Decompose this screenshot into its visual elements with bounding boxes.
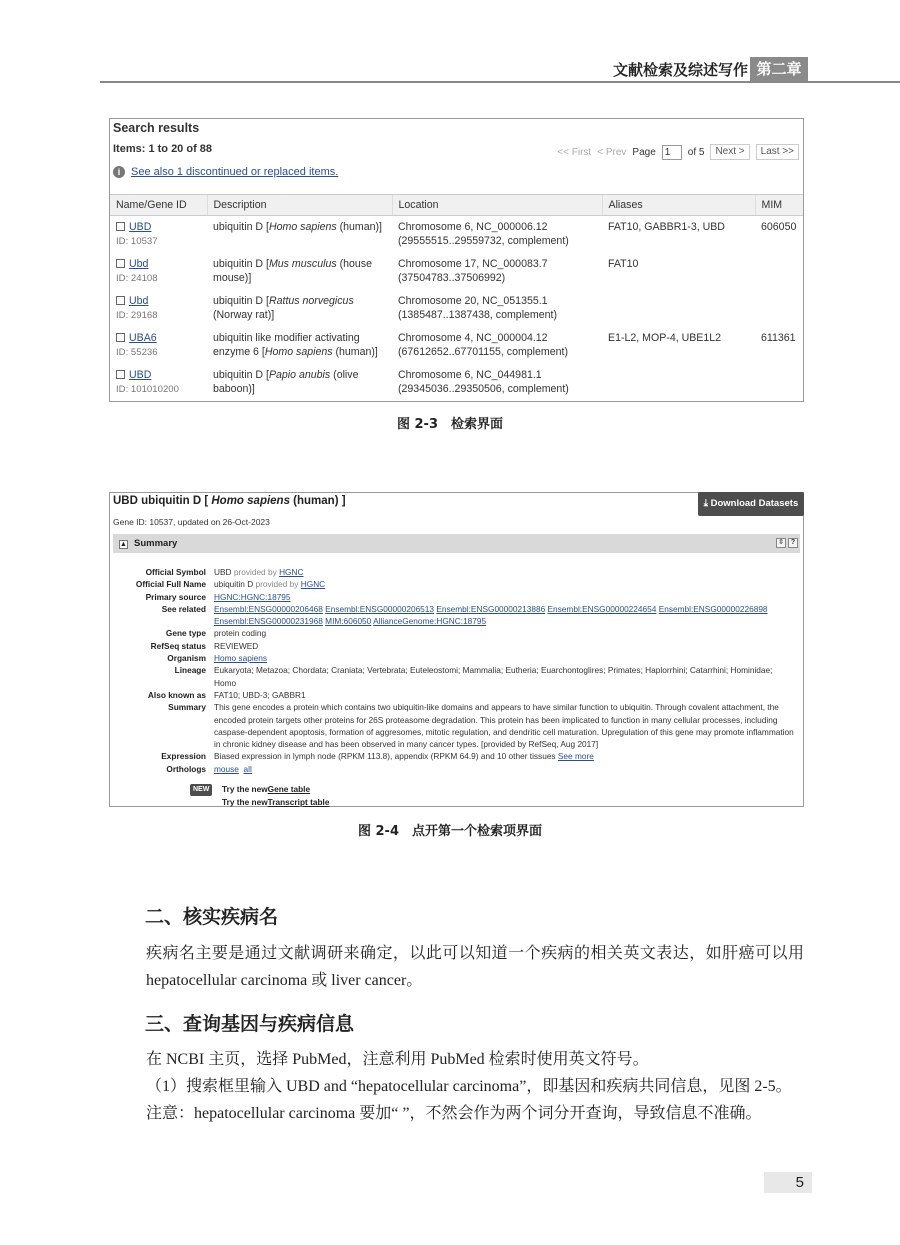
summary-row: Lineage Eukaryota; Metazoa; Chordata; Craniata; Vertebrata; Euteleostomi; Mammalia; Eutheria; Euarchontoglires; Primates; Haplorrhini; Catarrhini; Hominidae; Homo <box>174 665 773 688</box>
gene-id: ID: 10537 <box>116 236 158 247</box>
summary-row: Primary source HGNC:HGNC:18795 <box>145 591 291 602</box>
hgnc-link[interactable]: HGNC <box>279 567 304 577</box>
table-row <box>110 290 803 327</box>
paragraph: 疾病名主要是通过文献调研来确定，以此可以知道一个疾病的相关英文表达，如肝癌可以用 hepatocellular carcinoma 或 liver cancer。 <box>146 945 804 989</box>
related-link[interactable]: Ensembl:ENSG00000206513 <box>325 603 435 614</box>
section-heading-2: 二、核实疾病名 <box>145 906 279 928</box>
pager-of-text: of 5 <box>687 146 705 158</box>
table-row <box>110 364 803 401</box>
download-icon: ⤓ <box>703 498 711 509</box>
location-cell: Chromosome 6, NC_044981.1 (29345036..29350506, complement) <box>398 368 569 395</box>
aliases-cell: FAT10, GABBR1-3, UBD <box>608 221 725 233</box>
orthologs-mouse-link[interactable]: mouse <box>214 763 239 774</box>
pager-next-button[interactable]: Next > <box>710 144 749 160</box>
related-link[interactable]: Ensembl:ENSG00000213886 <box>436 603 546 614</box>
pager-page-label: Page <box>632 146 656 158</box>
col-header-name[interactable]: Name/Gene ID <box>110 195 207 216</box>
see-more-link[interactable]: See more <box>557 751 594 762</box>
aliases-cell <box>602 290 755 327</box>
see-also-notice <box>113 166 338 178</box>
table-row <box>110 253 803 290</box>
description-cell: ubiquitin like modifier activating enzyme 6 [Homo sapiens (human)] <box>213 331 378 358</box>
summary-row: RefSeq status REVIEWED <box>150 640 259 651</box>
summary-row: Gene type protein coding <box>165 628 267 639</box>
new-badge: NEW <box>190 784 212 796</box>
organism-link[interactable]: Homo sapiens <box>214 653 268 664</box>
pager-first[interactable]: << First <box>557 146 592 158</box>
row-checkbox[interactable] <box>116 370 125 379</box>
figure-caption-2-3: 图 2-3 检索界面 <box>396 417 503 432</box>
description-cell: ubiquitin D [Papio anubis (olive baboon)] <box>213 368 359 395</box>
related-link[interactable]: Ensembl:ENSG00000231968 <box>214 616 323 627</box>
col-header-mim[interactable]: MIM <box>755 195 803 216</box>
gene-id: ID: 55236 <box>116 346 158 358</box>
related-link[interactable]: AllianceGenome:HGNC:18795 <box>373 616 487 627</box>
table-row <box>110 216 803 253</box>
location-cell: Chromosome 17, NC_000083.7 (37504783..37506992) <box>398 257 548 284</box>
row-checkbox[interactable] <box>116 222 125 231</box>
row-checkbox[interactable] <box>116 333 125 342</box>
gene-id: ID: 101010200 <box>116 383 179 395</box>
search-results-title: Search results <box>113 121 200 135</box>
gene-link[interactable]: Ubd <box>129 294 149 307</box>
summary-row: Official Symbol UBD provided by HGNC <box>145 567 304 577</box>
pager-last-button[interactable]: Last >> <box>756 144 799 160</box>
running-header-title: 文献检索及综述写作 <box>612 61 748 79</box>
gene-link[interactable]: UBA6 <box>129 331 157 344</box>
gene-meta: Gene ID: 10537, updated on 26-Oct-2023 <box>113 517 270 527</box>
summary-row: Summary This gene encodes a protein which contains two ubiquitin-like domains and appears to have similar function to ubiquitin. Through covalent attachment, the encoded protein targets other proteins for 26S proteasome degradation. This protein has been implicated to function in many cellular processes, including caspase-dependent apoptosis, formation of aggresomes, mitotic regulation, and dendritic cell maturation. Upregulation of this gene may promote inflammation in chronic kidney disease and has been observed in many cancer types. [provided by RefSeq, Aug 2017] <box>168 702 794 750</box>
hgnc-link[interactable]: HGNC <box>300 579 326 590</box>
gene-title: UBD ubiquitin D [ Homo sapiens (human) ] <box>113 495 346 507</box>
gene-table-link[interactable]: Gene table <box>267 783 311 794</box>
summary-row: See related Ensembl:ENSG00000206468 Ensembl:ENSG00000206513 Ensembl:ENSG00000213886 Ensembl:ENSG00000224654 Ensembl:ENSG00000226898 Ensembl:ENSG00000231968 MIM:606050 AllianceGenome:HGNC:18795 <box>161 603 768 627</box>
results-table <box>110 194 803 401</box>
gene-link[interactable]: Ubd <box>129 257 149 270</box>
page-header <box>0 57 900 83</box>
transcript-table-link[interactable]: Transcript table <box>267 797 330 807</box>
mim-cell <box>755 364 803 401</box>
figure-caption-2-4: 图 2-4 点开第一个检索项界面 <box>357 824 542 839</box>
page-number-input[interactable]: 1 <box>662 145 682 160</box>
summary-row: Also known as FAT10; UBD-3; GABBR1 <box>147 689 306 700</box>
table-row <box>110 327 803 364</box>
collapse-caret-icon[interactable]: ▲ <box>120 541 127 548</box>
location-cell: Chromosome 6, NC_000006.12 (29555515..29559732, complement) <box>398 221 569 247</box>
summary-row: Orthologs mouse all <box>166 763 252 774</box>
page-number: 5 <box>764 1172 812 1193</box>
primary-source-link[interactable]: HGNC:HGNC:18795 <box>214 591 291 602</box>
items-count: Items: 1 to 20 of 88 <box>113 143 213 155</box>
gene-link[interactable]: UBD <box>129 368 152 381</box>
description-cell: ubiquitin D [Mus musculus (house mouse)] <box>213 257 372 284</box>
pager-prev[interactable]: < Prev <box>597 146 627 158</box>
aliases-cell: FAT10 <box>608 257 639 270</box>
search-results-panel <box>109 118 804 402</box>
summary-table <box>110 566 803 775</box>
gene-id: ID: 29168 <box>116 309 158 321</box>
col-header-description[interactable]: Description <box>207 195 392 216</box>
gene-id: ID: 24108 <box>116 272 158 284</box>
help-icon[interactable]: ? <box>788 538 798 548</box>
location-cell: Chromosome 4, NC_000004.12 (67612652..67701155, complement) <box>398 331 569 358</box>
location-cell: Chromosome 20, NC_051355.1 (1385487..1387438, complement) <box>398 294 558 321</box>
description-cell: ubiquitin D [Homo sapiens (human)] <box>213 221 383 233</box>
related-link[interactable]: MIM:606050 <box>325 616 372 627</box>
mim-cell: 611361 <box>761 331 796 344</box>
info-icon: i <box>113 166 125 178</box>
paragraph: 在 NCBI 主页，选择 PubMed，注意利用 PubMed 检索时使用英文符号。 （1）搜索框里输入 UBD and “hepatocellular carcinoma”，即基因和疾病共同信息，见图 2-5。 注意：hepatocellular carcinoma 要加“ ”，不然会作为两个词分开查询，导致信息不准确。 <box>146 1051 792 1122</box>
aliases-cell <box>602 364 755 401</box>
mim-cell <box>755 290 803 327</box>
summary-row: Official Full Name ubiquitin D provided by HGNC <box>135 579 326 590</box>
summary-row: Organism Homo sapiens <box>167 653 268 664</box>
pager <box>557 144 799 160</box>
gene-link[interactable]: UBD <box>129 221 152 233</box>
aliases-cell: E1-L2, MOP-4, UBE1L2 <box>608 331 722 344</box>
col-header-location[interactable]: Location <box>392 195 602 216</box>
mim-cell: 606050 <box>761 221 797 233</box>
related-link[interactable]: Ensembl:ENSG00000226898 <box>658 603 768 614</box>
see-also-link[interactable]: See also 1 discontinued or replaced items. <box>131 166 339 178</box>
col-header-aliases[interactable]: Aliases <box>602 195 755 216</box>
related-link[interactable]: Ensembl:ENSG00000224654 <box>547 603 657 614</box>
row-checkbox[interactable] <box>116 296 125 305</box>
try-new-tables: NEW Try the new Gene table Try the new Transcript table <box>190 782 329 809</box>
orthologs-all-link[interactable]: all <box>243 763 252 774</box>
download-datasets-button[interactable]: ⤓ Download Datasets <box>698 492 804 516</box>
header-rule <box>100 81 900 83</box>
section-nav-icon[interactable]: ⇳ <box>776 538 786 548</box>
related-link[interactable]: Ensembl:ENSG00000206468 <box>214 603 323 614</box>
chapter-tag: 第二章 <box>750 57 808 81</box>
gene-detail-panel <box>109 492 804 807</box>
summary-section-header[interactable]: ▲ Summary ⇳ ? <box>113 534 800 553</box>
row-checkbox[interactable] <box>116 259 125 268</box>
description-cell: ubiquitin D [Rattus norvegicus (Norway rat)] <box>213 294 354 321</box>
summary-row: Expression Biased expression in lymph node (RPKM 113.8), appendix (RPKM 64.9) and 10 other tissues See more <box>161 751 594 762</box>
section-heading-3: 三、查询基因与疾病信息 <box>145 1013 355 1035</box>
mim-cell <box>755 253 803 290</box>
